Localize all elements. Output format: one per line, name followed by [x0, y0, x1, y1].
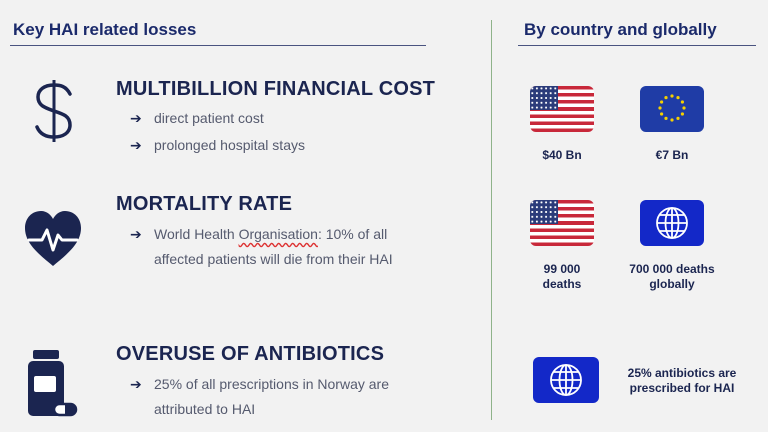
mortality-rate-title: MORTALITY RATE [116, 193, 293, 215]
stat-us-cost: $40 Bn [542, 148, 582, 162]
bullet-direct-patient-cost: ➔ direct patient cost [130, 106, 264, 131]
financial-cost-title: MULTIBILLION FINANCIAL COST [116, 78, 436, 100]
left-section-title: Key HAI related losses [13, 20, 197, 39]
globe-icon [533, 357, 599, 403]
stat-eu-cost: €7 Bn [655, 148, 689, 162]
us-flag-icon [530, 86, 594, 132]
bullet-who-mortality: ➔ World Health Organisation: 10% of all affected patients will die from their HAI [130, 222, 393, 272]
stat-global-deaths: 700 000 deaths globally [629, 262, 715, 291]
arrow-icon: ➔ [130, 110, 142, 126]
bullet-prolonged-stays: ➔ prolonged hospital stays [130, 133, 305, 158]
arrow-icon: ➔ [130, 137, 142, 153]
heartbeat-icon [22, 208, 84, 275]
bullet-norway-prescriptions: ➔ 25% of all prescriptions in Norway are attributed to HAI [130, 372, 389, 422]
left-title-underline [10, 45, 426, 46]
pill-bottle-icon [24, 348, 78, 425]
eu-flag-icon [640, 86, 704, 132]
stat-us-deaths: 99 000 deaths [542, 262, 582, 291]
arrow-icon: ➔ [130, 376, 142, 392]
antibiotics-title: OVERUSE OF ANTIBIOTICS [116, 343, 385, 365]
stat-antibiotics-hai: 25% antibiotics are prescribed for HAI [627, 366, 737, 395]
column-divider [491, 20, 492, 420]
right-section-title: By country and globally [524, 20, 717, 39]
globe-icon [640, 200, 704, 246]
right-title-underline [518, 45, 756, 46]
arrow-icon: ➔ [130, 226, 142, 242]
dollar-icon [32, 78, 76, 149]
us-flag-icon [530, 200, 594, 246]
